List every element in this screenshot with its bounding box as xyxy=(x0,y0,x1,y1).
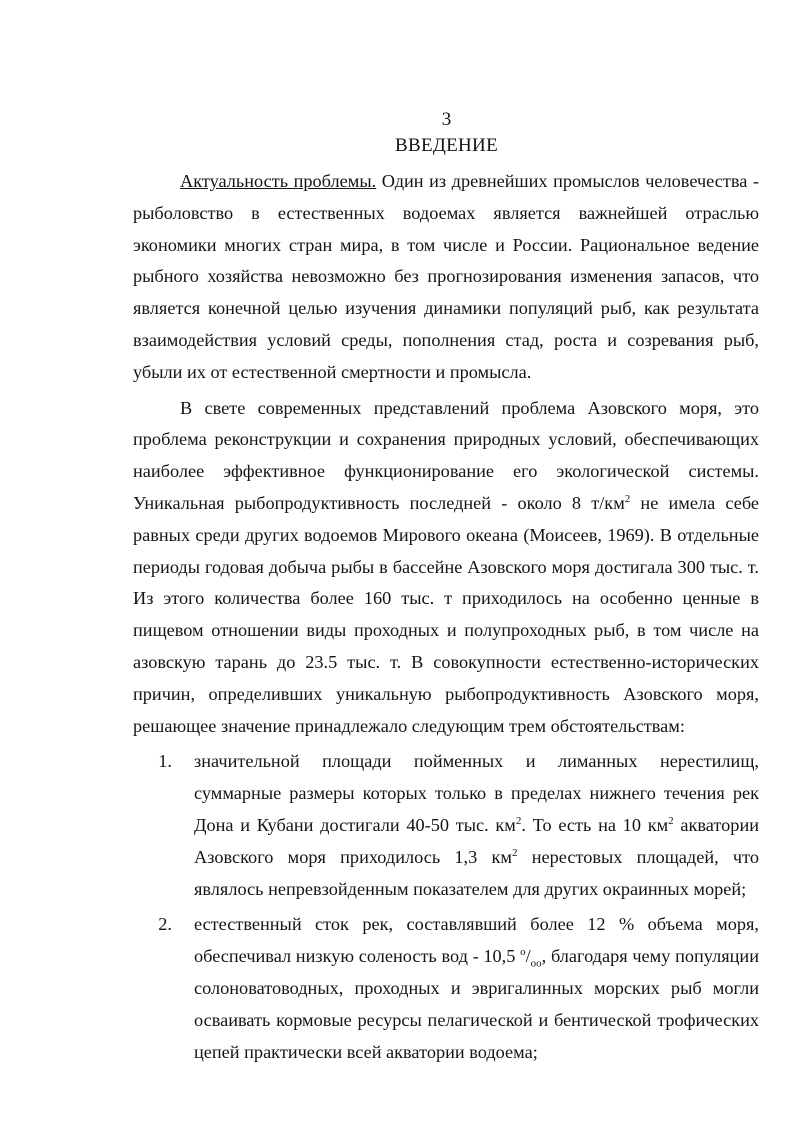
per-mille-subscript: оо xyxy=(530,957,542,970)
document-body xyxy=(133,166,759,1068)
list-item-text: акватории Азовского моря приходилось 1,3 км xyxy=(194,814,760,867)
paragraph-azov-sea xyxy=(133,393,759,743)
per-mille-superscript: о xyxy=(520,946,526,959)
list-item-text: значительной площади пойменных и лиманных нерестилищ, суммарные размеры которых только в пределах нижнего течения рек Дона и Кубани достигали 40-50 тыс. км xyxy=(194,751,759,835)
per-mille-slash: / xyxy=(525,946,531,967)
page-number: 3 xyxy=(441,109,452,130)
azov-text-part-2: не имела себе равных среди других водоемов Мирового океана (Моисеев, 1969). В отдельные периоды годовая добыча рыбы в бассейне Азовского моря достигала 300 тыс. т. Из этого количества более 160 тыс. т приходилось на особенно ценные в пищевом отношении виды проходных и полупроходных рыб, в том числе на азовскую тарань до 23.5 тыс. т. В совокупности естественно-исторических причин, определивших уникальную рыбопродуктивность Азовского моря, решающее значение принадлежало следующим трем обстоятельствам: xyxy=(133,492,760,736)
list-item xyxy=(158,909,759,1068)
list-item-text: естественный сток рек, составлявший более 12 % объема моря, обеспечивал низкую соленость вод - 10,5 xyxy=(194,914,759,967)
factors-list xyxy=(158,746,759,1068)
list-item-number: 2. xyxy=(158,914,172,935)
list-item-text: нерестовых площадей, что являлось непревзойденным показателем для других окраинных морей; xyxy=(194,846,760,899)
superscript-2: 2 xyxy=(624,492,631,505)
list-item-text: . То есть на 10 км xyxy=(521,814,669,835)
relevance-label: Актуальность проблемы. xyxy=(180,171,377,191)
list-item-number: 1. xyxy=(158,751,172,772)
superscript-2: 2 xyxy=(511,846,518,859)
section-heading: ВВЕДЕНИЕ xyxy=(395,135,498,156)
relevance-text: Один из древнейших промыслов человечества - рыболовство в естественных водоемах является важнейшей отраслью экономики многих стран мира, в том числе и России. Рациональное ведение рыбного хозяйства невозможно без прогнозирования изменения запасов, что является конечной целью изучения динамики популяций рыб, как результата взаимодействия условий среды, пополнения стад, роста и созревания рыб, убыли их от естественной смертности и промысла. xyxy=(133,171,759,382)
superscript-2: 2 xyxy=(515,814,522,827)
list-item-text: , благодаря чему популяции солоноватоводных, проходных и эвригалинных морских рыб могли осваивать кормовые ресурсы пелагической и бентической трофических цепей практически всей акватории водоема; xyxy=(194,946,759,1062)
list-item xyxy=(158,746,759,905)
superscript-2: 2 xyxy=(668,814,674,827)
paragraph-relevance xyxy=(133,166,759,389)
azov-text-part-1: В свете современных представлений проблема Азовского моря, это проблема реконструкции и сохранения природных условий, обеспечивающих наиболее эффективное функционирование его экологической системы. Уникальная рыбопродуктивность последней - около 8 т/км xyxy=(133,397,759,513)
